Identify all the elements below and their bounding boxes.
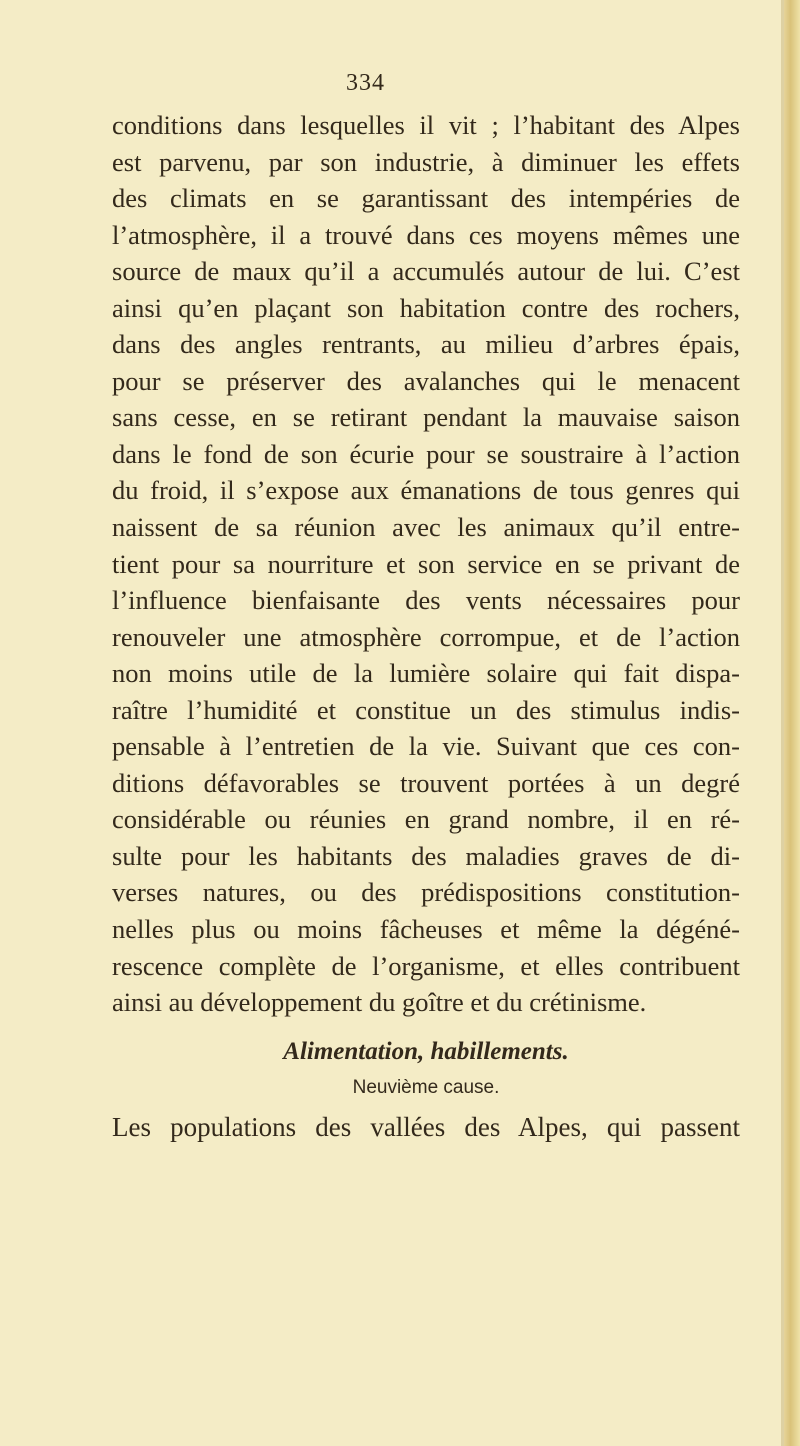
text-line: pour se préserver des avalanches qui le menacent	[112, 365, 740, 396]
text-line: naissent de sa réunion avec les animaux qu’il entre-	[112, 512, 740, 543]
text-line: ainsi au développement du goître et du crétinisme.	[112, 987, 647, 1018]
text-line: nelles plus ou moins fâcheuses et même la dégéné-	[112, 914, 740, 945]
text-line: des climats en se garantissant des intempéries de	[112, 183, 740, 214]
text-line: dans des angles rentrants, au milieu d’arbres épais,	[112, 329, 740, 360]
text-line: rescence complète de l’organisme, et elles contribuent	[112, 950, 740, 981]
text-line: dans le fond de son écurie pour se soustraire à l’action	[112, 438, 740, 469]
text-line: conditions dans lesquelles il vit ; l’habitant des Alpes	[112, 110, 740, 140]
text-line: considérable ou réunies en grand nombre, il en ré-	[112, 804, 740, 835]
text-line: renouveler une atmosphère corrompue, et de l’action	[112, 621, 740, 652]
text-line: verses natures, ou des prédispositions constitution-	[112, 877, 740, 908]
page-number: 334	[346, 70, 385, 96]
text-line: ainsi qu’en plaçant son habitation contre des rochers,	[112, 292, 740, 323]
text-line: non moins utile de la lumière solaire qui fait dispa-	[112, 658, 740, 689]
text-line: sans cesse, en se retirant pendant la mauvaise saison	[112, 402, 740, 433]
text-line: du froid, il s’expose aux émanations de tous genres qui	[112, 475, 740, 506]
text-line: ditions défavorables se trouvent portées à un degré	[112, 767, 740, 798]
text-line: tient pour sa nourriture et son service en se privant de	[112, 548, 740, 579]
text-line: pensable à l’entretien de la vie. Suivant que ces con-	[112, 731, 740, 762]
section-subheading: Neuvième cause.	[352, 1076, 500, 1098]
page-edge	[784, 0, 800, 1446]
text-line: source de maux qu’il a accumulés autour de lui. C’est	[112, 256, 740, 287]
text-line: est parvenu, par son industrie, à diminuer les effets	[112, 146, 740, 177]
paragraph	[112, 107, 740, 1021]
text-line: l’atmosphère, il a trouvé dans ces moyens mêmes une	[112, 219, 740, 250]
page-body	[112, 107, 740, 1147]
paragraph-first-line: Les populations des vallées des Alpes, qui passent	[112, 1111, 740, 1142]
text-line: raître l’humidité et constitue un des stimulus indis-	[112, 694, 740, 725]
text-line: sulte pour les habitants des maladies graves de di-	[112, 840, 740, 871]
text-line: l’influence bienfaisante des vents nécessaires pour	[112, 585, 740, 616]
section-heading: Alimentation, habillements.	[283, 1037, 569, 1065]
